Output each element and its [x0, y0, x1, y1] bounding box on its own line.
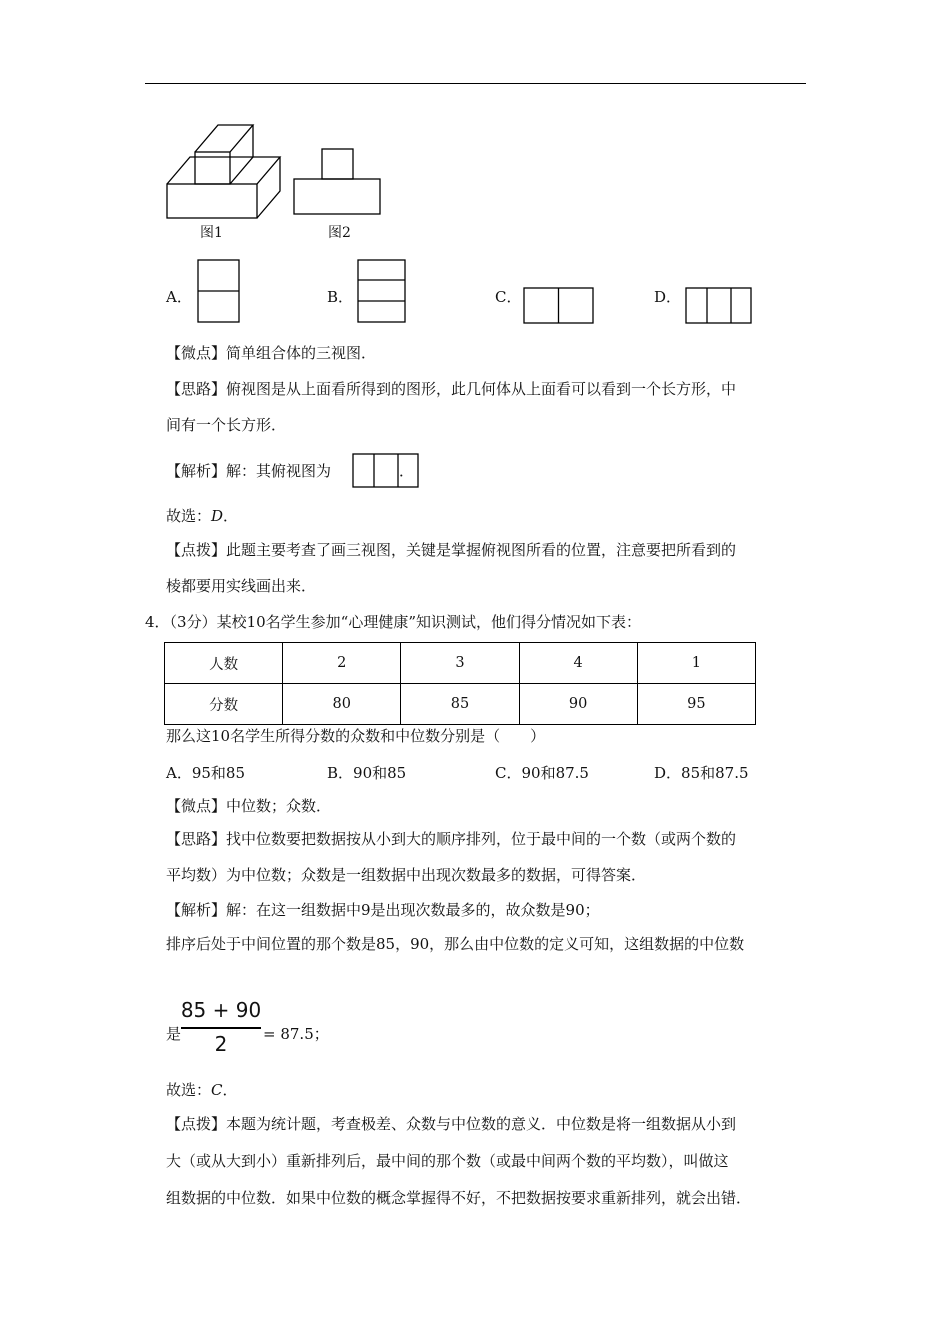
q4-formula-fraction-bar: [181, 1027, 261, 1029]
q4-silu-line-2: 平均数）为中位数；众数是一组数据中出现次数最多的数据，可得答案．: [166, 866, 647, 884]
q4-formula-denominator: 2: [214, 1032, 228, 1056]
table-cell: 90: [519, 684, 637, 725]
table-cell: 2: [283, 643, 401, 684]
q4-weidian: 【微点】中位数；众数．: [166, 797, 332, 815]
q3-option-d-figure: [685, 287, 753, 325]
q3-answer-end: ．: [223, 507, 239, 525]
q3-option-a-label: A．: [166, 288, 192, 306]
figure-2-front-view: [293, 147, 383, 217]
q4-formula-result: = 87.5；: [263, 1025, 329, 1043]
q3-weidian: 【微点】简单组合体的三视图．: [166, 344, 377, 362]
q4-answer: [166, 1080, 238, 1100]
q3-answer-prefix: 故选：: [166, 507, 212, 525]
q3-option-c-figure: [523, 287, 595, 325]
figure-1-solid-drawing: [160, 120, 290, 225]
table-cell: 3: [401, 643, 519, 684]
table-cell: 人数: [165, 643, 283, 684]
q4-score-table: [164, 642, 756, 725]
q3-silu-line-1: 【思路】俯视图是从上面看所得到的图形，此几何体从上面看可以看到一个长方形，中: [166, 380, 737, 398]
q3-jiexi-top-view-figure: [352, 453, 420, 489]
q4-option-d: D．85和87.5: [654, 764, 749, 782]
q3-option-a-figure: [197, 259, 241, 324]
q4-formula-prefix: 是: [166, 1025, 182, 1043]
header-rule: [145, 83, 806, 84]
q3-option-b-figure: [357, 259, 407, 324]
q4-dianbo-line-3: 组数据的中位数．如果中位数的概念掌握得不好，不把数据按要求重新排列，就会出错．: [166, 1189, 752, 1207]
q4-silu-line-1: 【思路】找中位数要把数据按从小到大的顺序排列，位于最中间的一个数（或两个数的: [166, 830, 737, 848]
q4-dianbo-line-1: 【点拨】本题为统计题，考查极差、众数与中位数的意义．中位数是将一组数据从小到: [166, 1115, 737, 1133]
q4-option-c: C．90和87.5: [495, 764, 589, 782]
q4-jiexi-line-1: 【解析】解：在这一组数据中9是出现次数最多的，故众数是90；: [166, 901, 600, 919]
q4-answer-letter: C: [211, 1081, 223, 1099]
q4-answer-end: ．: [222, 1081, 238, 1099]
table-cell: 95: [637, 684, 755, 725]
q3-answer: [166, 506, 238, 526]
q3-jiexi-text: 【解析】解：其俯视图为: [166, 462, 332, 480]
figure-1-caption: 图1: [200, 225, 223, 241]
table-cell: 4: [519, 643, 637, 684]
q3-jiexi-end: ．: [399, 462, 415, 480]
q4-option-b: B．90和85: [327, 764, 407, 782]
q4-option-a: A．95和85: [166, 764, 246, 782]
q3-answer-letter: D: [211, 507, 224, 525]
table-row: [165, 684, 756, 725]
q4-answer-prefix: 故选：: [166, 1081, 212, 1099]
q3-dianbo-line-2: 棱都要用实线画出来．: [166, 577, 317, 595]
q3-option-d-label: D．: [654, 288, 682, 306]
q3-option-b-label: B．: [327, 288, 354, 306]
q4-dianbo-line-2: 大（或从大到小）重新排列后，最中间的那个数（或最中间两个数的平均数），叫做这: [166, 1152, 729, 1170]
table-cell: 分数: [165, 684, 283, 725]
q4-stem: 4．（3分）某校10名学生参加“心理健康”知识测试，他们得分情况如下表：: [145, 613, 642, 631]
q3-dianbo-line-1: 【点拨】此题主要考查了画三视图，关键是掌握俯视图所看的位置，注意要把所看到的: [166, 541, 737, 559]
table-cell: 80: [283, 684, 401, 725]
q4-question: 那么这10名学生所得分数的众数和中位数分别是（ ）: [166, 727, 546, 745]
figure-2-caption: 图2: [328, 225, 351, 241]
q4-jiexi-line-2: 排序后处于中间位置的那个数是85，90，那么由中位数的定义可知，这组数据的中位数: [166, 935, 745, 953]
table-row: [165, 643, 756, 684]
table-cell: 1: [637, 643, 755, 684]
q3-option-c-label: C．: [495, 288, 522, 306]
q4-formula-numerator: 85 + 90: [180, 998, 262, 1022]
q3-silu-line-2: 间有一个长方形．: [166, 416, 287, 434]
table-cell: 85: [401, 684, 519, 725]
